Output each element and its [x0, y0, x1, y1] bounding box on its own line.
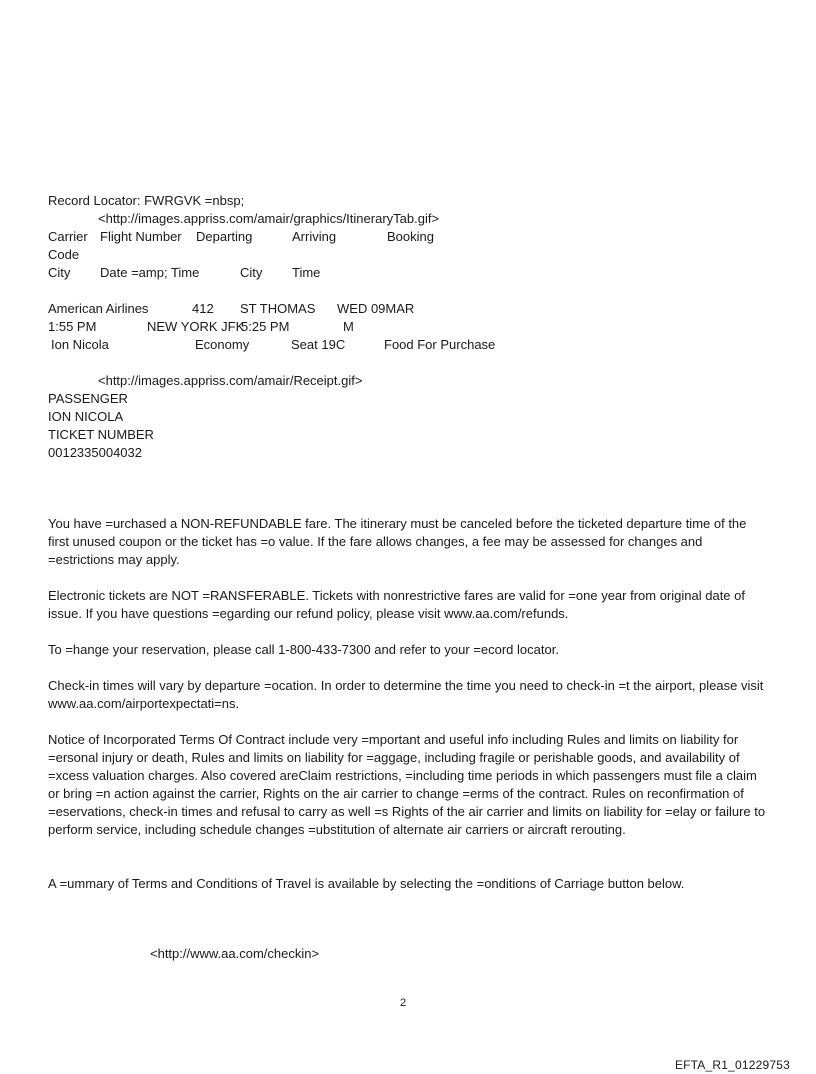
itinerary-tab-link[interactable]: <http://images.appriss.com/amair/graphics/ItineraryTab.gif>	[98, 211, 440, 226]
flight-number: 412	[192, 301, 214, 316]
passenger-name: ION NICOLA	[48, 409, 124, 424]
flight-date: WED 09MAR	[337, 301, 415, 316]
checkin-link[interactable]: <http://www.aa.com/checkin>	[150, 946, 320, 961]
checkin-paragraph: Check-in times will vary by departure =ocation. In order to determine the time you need to check-in =t the airport, please visit www.aa.com/airportexpectati=ns.	[48, 678, 764, 711]
col-time: Time	[292, 265, 321, 280]
ticket-number: 0012335004032	[48, 445, 142, 460]
col-departing: Departing	[196, 229, 253, 244]
flight-meal: Food For Purchase	[384, 337, 496, 352]
page-number: 2	[400, 997, 407, 1009]
bates-number: EFTA_R1_01229753	[674, 1058, 790, 1072]
flight-carrier: American Airlines	[48, 301, 149, 316]
col-booking: Booking	[387, 229, 434, 244]
flight-arrive-time: 5:25 PM	[241, 319, 290, 334]
passenger-label: PASSENGER	[48, 391, 128, 406]
flight-to: NEW YORK JFK	[147, 319, 245, 334]
flight-seat: Seat 19C	[291, 337, 346, 352]
electronic-ticket-paragraph: Electronic tickets are NOT =RANSFERABLE. Tickets with nonrestrictive fares are valid for =one year from original date of issue. If you have questions =egarding our refund policy, please visit www.aa.com/refunds.	[48, 588, 745, 621]
col-city-arriving: City	[240, 265, 263, 280]
change-reservation-paragraph: To =hange your reservation, please call 1-800-433-7300 and refer to your =ecord locator.	[48, 642, 559, 657]
nonrefundable-paragraph: You have =urchased a NON-REFUNDABLE fare. The itinerary must be canceled before the ticketed departure time of the first unused coupon or the ticket has =o value. If the fare allows changes, a fee may be assessed for changes and =estrictions may apply.	[48, 516, 747, 567]
col-carrier: Carrier	[48, 229, 88, 244]
terms-summary-paragraph: A =ummary of Terms and Conditions of Travel is available by selecting the =onditions of Carriage button below.	[48, 876, 685, 891]
flight-booking-code: M	[343, 319, 354, 334]
col-arriving: Arriving	[292, 229, 337, 244]
col-city-departing: City	[48, 265, 71, 280]
flight-passenger: Ion Nicola	[51, 337, 109, 352]
receipt-link[interactable]: <http://images.appriss.com/amair/Receipt.gif>	[98, 373, 363, 388]
col-flight-number: Flight Number	[100, 229, 182, 244]
ticket-number-label: TICKET NUMBER	[48, 427, 154, 442]
flight-from: ST THOMAS	[240, 301, 316, 316]
col-date-time: Date =amp; Time	[100, 265, 200, 280]
col-code: Code	[48, 247, 80, 262]
record-locator: Record Locator: FWRGVK =nbsp;	[48, 193, 245, 208]
flight-depart-time: 1:55 PM	[48, 319, 97, 334]
terms-notice-paragraph: Notice of Incorporated Terms Of Contract include very =mportant and useful info including Rules and limits on liability for =ersonal injury or death, Rules and limits on liability for =aggage, including fragile or perishable goods, and availability of =xcess valuation charges. Also covered areClaim restrictions, =including time periods in which passengers must file a claim or bring =n action against the carrier, Rights on the air carrier to change =erms of the contract. Rules on reconfirmation of =eservations, check-in times and refusal to carry as well =s Rights of the air carrier and limits on liability for =elay or failure to perform service, including schedule changes =ubstitution of alternate air carriers or aircraft rerouting.	[48, 732, 766, 837]
flight-cabin: Economy	[195, 337, 250, 352]
